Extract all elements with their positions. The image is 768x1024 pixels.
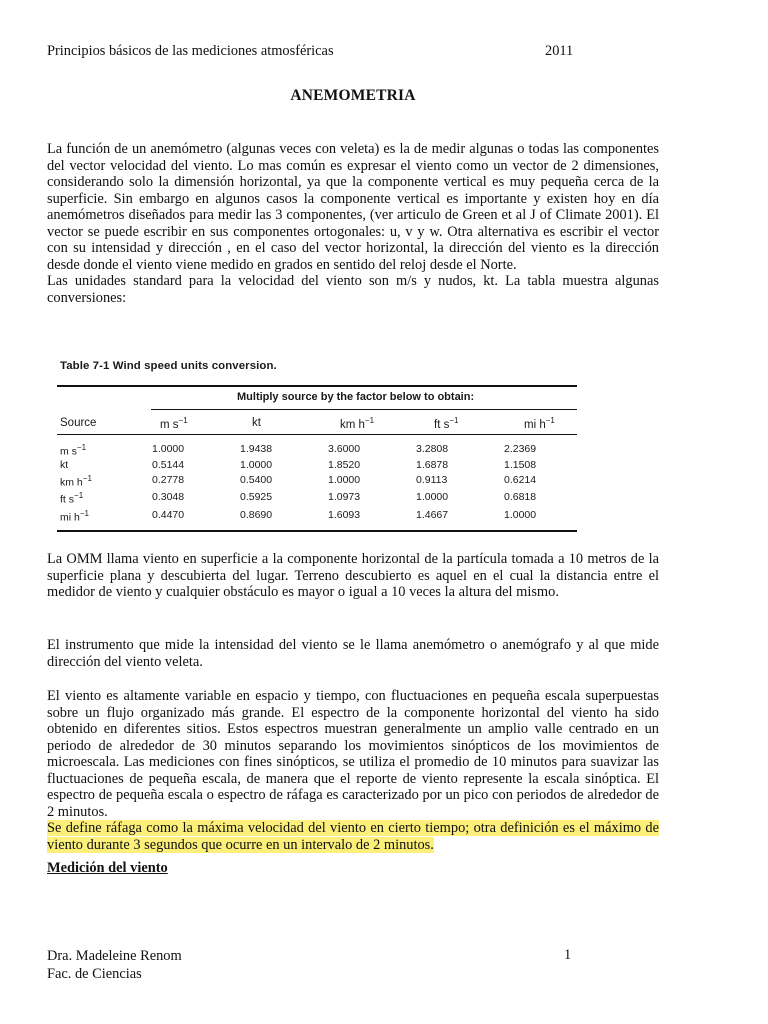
table-cell: 1.0973 (328, 491, 361, 504)
footer-author: Dra. Madeleine Renom (47, 948, 182, 964)
intro-block (47, 141, 659, 306)
page-number: 1 (564, 947, 572, 963)
highlighted-text: Se define ráfaga como la máxima velocidad del viento en cierto tiempo; otra definición es el máximo de viento durante 3 segundos que ocurre en un intervalo de 2 minutos. (47, 820, 659, 853)
variability-block (47, 688, 659, 853)
column-header: kt (252, 416, 261, 429)
paragraph-intro: La función de un anemómetro (algunas veces con veleta) es la de medir algunas o todas las componentes del vector velocidad del viento. Lo mas común es expresar el viento como un vector de 2 dimensiones, considerando solo la dimensión horizontal, ya que la componente vertical es muy pequeña cerca de la superficie. Sin embargo en algunos casos la componente vertical es importante y existen hoy en día anemómetros diseñados para medir las 3 componentes, (ver articulo de Green et al J of Climate 2001). El vector se puede escribir en sus componentes ortogonales: u, v y w. Otra alternativa es escribir el vector con su intensidad y dirección , en el caso del vector horizontal, la dirección del viento es la dirección desde donde el viento viene medido en grados en sentido del reloj desde el Norte. (47, 141, 659, 273)
conversion-table (57, 360, 579, 532)
table-cell: 0.3048 (152, 491, 185, 504)
row-source-unit: ft $s^{-1}$ (60, 491, 84, 506)
table-cell: 1.4667 (416, 508, 449, 521)
column-header: ft $s^{-1}$ (434, 416, 459, 431)
column-header: mi $h^{-1}$ (524, 416, 555, 431)
table-cell: 1.1508 (504, 458, 537, 471)
table-bottom-rule (57, 530, 577, 532)
table-cell: 0.8690 (240, 508, 273, 521)
footer-institution: Fac. de Ciencias (47, 966, 142, 982)
table-cell: 3.6000 (328, 443, 361, 456)
table-cell: 0.5925 (240, 491, 273, 504)
column-header: m $s^{-1}$ (160, 416, 188, 431)
table-cell: 0.6818 (504, 491, 537, 504)
table-row (57, 459, 577, 472)
column-header: km $h^{-1}$ (340, 416, 375, 431)
table-cell: 0.5144 (152, 458, 185, 471)
paragraph-omm: La OMM llama viento en superficie a la componente horizontal de la partícula tomada a 10 metros de la superficie plana y descubierta del lugar. Terreno descubierto es aquel en el cual la distancia entre el medidor de viento y cualquier obstáculo es mayor o igual a 10 veces la altura del mismo. (47, 551, 659, 600)
row-source-unit: m $s^{-1}$ (60, 443, 87, 458)
footer-author-block (47, 947, 182, 983)
table-row (57, 507, 577, 525)
table-cell: 0.4470 (152, 508, 185, 521)
table-cell: 0.2778 (152, 473, 185, 486)
table-cell: 1.9438 (240, 443, 273, 456)
section-heading: Medición del viento (47, 860, 168, 876)
table-cell: 1.0000 (328, 473, 361, 486)
table-multiply-header: Multiply source by the factor below to obtain: (237, 391, 475, 403)
table-caption: Table 7-1 Wind speed units conversion. (60, 360, 277, 372)
table-row (57, 489, 577, 507)
conversion-grid (57, 410, 577, 436)
table-cell: 1.0000 (240, 458, 273, 471)
paragraph-gust-definition (47, 820, 659, 853)
table-row (57, 472, 577, 490)
conversion-values (57, 435, 577, 524)
table-cell: 0.5400 (240, 473, 273, 486)
row-source-unit: mi $h^{-1}$ (60, 508, 89, 523)
running-header-year: 2011 (545, 43, 574, 59)
document-title: ANEMOMETRIA (290, 87, 416, 104)
paragraph-instrument: El instrumento que mide la intensidad del viento se le llama anemómetro o anemógrafo y al que mide dirección del viento veleta. (47, 637, 659, 670)
table-cell: 1.6878 (416, 458, 449, 471)
row-source-unit: km $h^{-1}$ (60, 473, 92, 488)
table-cell: 1.0000 (504, 508, 537, 521)
table-row (57, 435, 577, 459)
table-cell: 1.0000 (416, 491, 449, 504)
table-cell: 3.2808 (416, 443, 449, 456)
table-cell: 2.2369 (504, 443, 537, 456)
table-cell: 1.0000 (152, 443, 185, 456)
running-header-title: Principios básicos de las mediciones atmosféricas (47, 43, 334, 59)
table-cell: 1.6093 (328, 508, 361, 521)
table-cell: 0.6214 (504, 473, 537, 486)
source-column-header: Source (60, 416, 97, 429)
table-cell: 0.9113 (416, 473, 448, 486)
table-header-row (57, 410, 577, 436)
paragraph-units: Las unidades standard para la velocidad del viento son m/s y nudos, kt. La tabla muestra algunas conversiones: (47, 273, 659, 306)
row-source-unit: kt (60, 458, 69, 471)
table-cell: 1.8520 (328, 458, 361, 471)
paragraph-variability: El viento es altamente variable en espacio y tiempo, con fluctuaciones en pequeña escala superpuestas sobre un flujo organizado más grande. El espectro de la componente horizontal del viento ha sido obtenido en diferentes sitios. Estos espectros muestran generalmente un amplio valle centrado en un periodo de alrededor de 30 minutos separando los movimientos sinópticos de los movimientos de microescala. Las mediciones con fines sinópticos, se utiliza el promedio de 10 minutos para suavizar las fluctuaciones de pequeña escala, de manera que el reporte de viento represente la escala sinóptica. El espectro de pequeña escala o espectro de ráfaga es caracterizado por un pico con periodos de alrededor de 2 minutos. (47, 688, 659, 820)
